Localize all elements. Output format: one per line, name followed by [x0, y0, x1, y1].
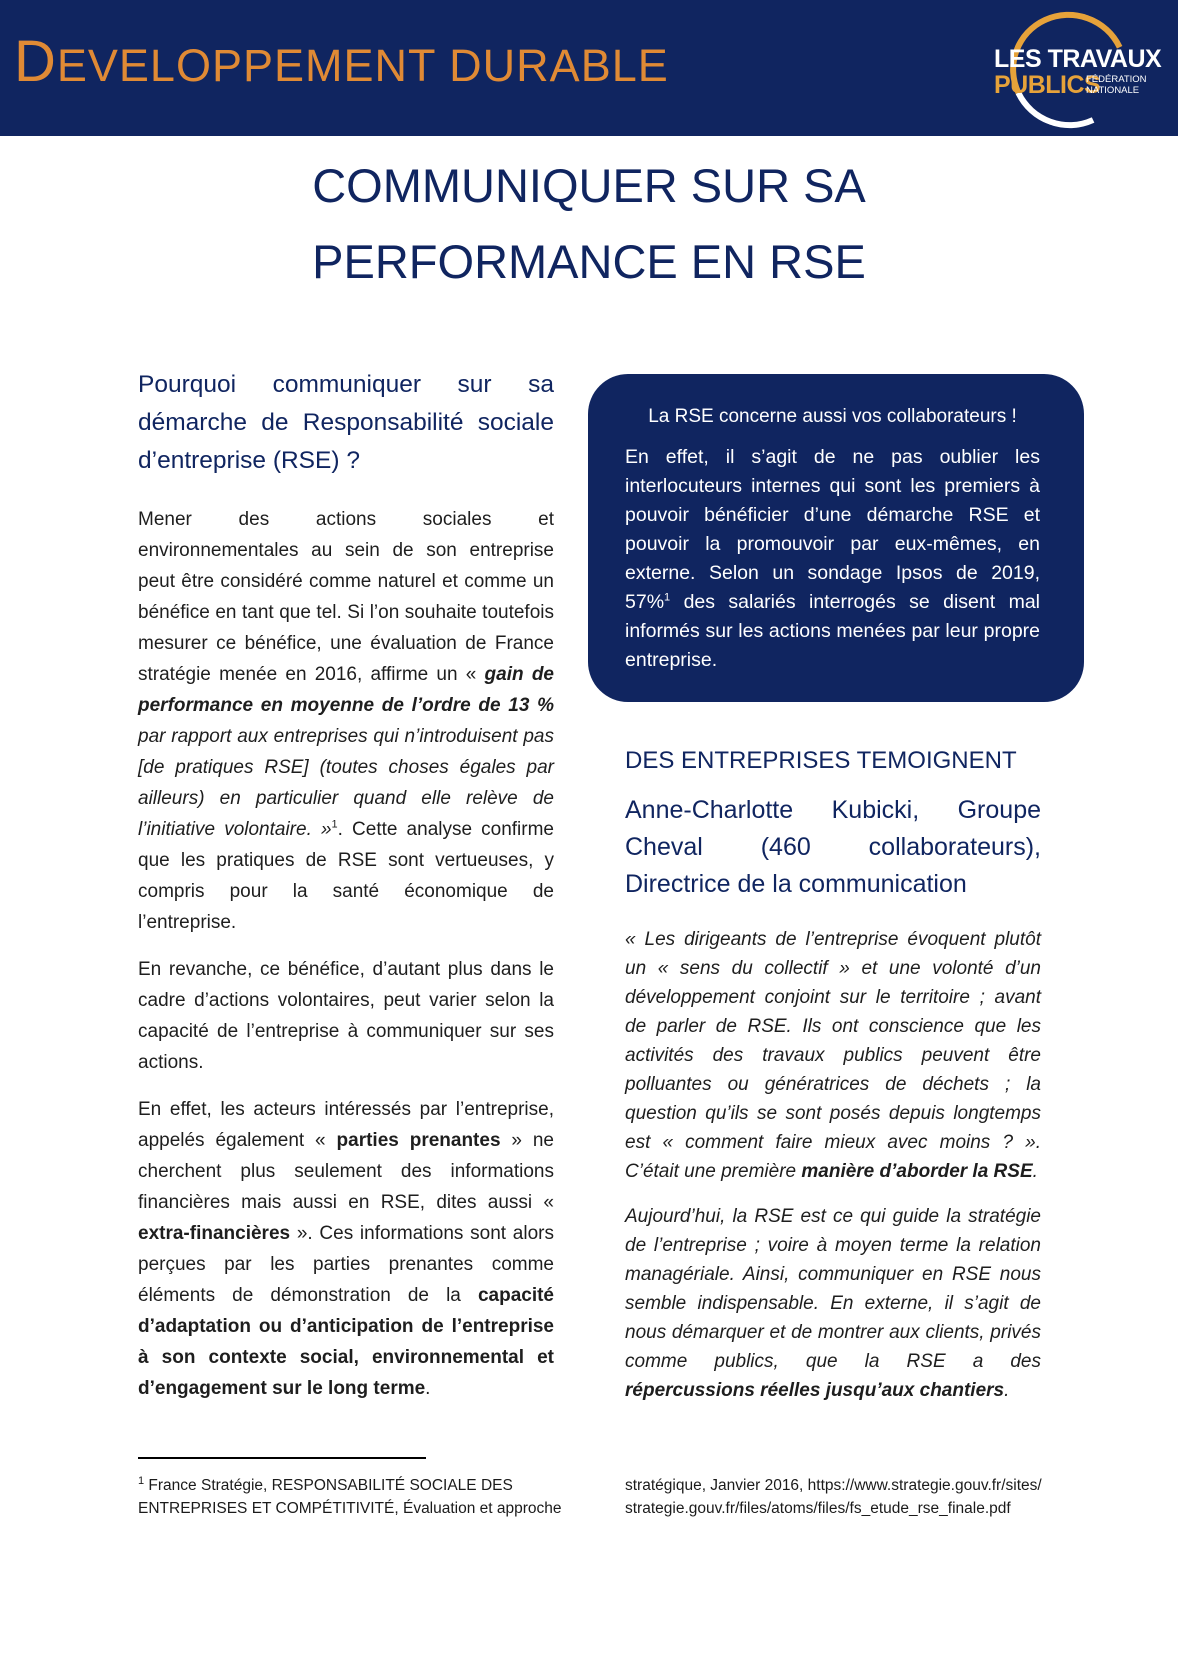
logo-text-line2: PUBLICS [994, 71, 1101, 99]
section-heading-why: Pourquoi communiquer sur sa démarche de Responsabilité sociale d’entreprise (RSE) ? [138, 371, 554, 474]
section-title: DEVELOPPEMENT DURABLE [14, 29, 669, 94]
callout-box [588, 374, 1084, 702]
page-title: COMMUNIQUER SUR SA PERFORMANCE EN RSE [312, 159, 866, 288]
callout-text: En effet, il s’agit de ne pas oublier les interlocuteurs internes qui sont les premiers à pouvoir bénéficier d’une démarche RSE et pouvoir la promouvoir par eux-mêmes, en externe. Selon un sondage Ipsos de 2019, 57%$^1$ des salariés interrogés se disent mal informés sur les actions menées par leur propre entreprise. [625, 446, 1040, 671]
testimony-quote-1: « Les dirigeants de l’entreprise évoquent plutôt un « sens du collectif » et une volonté d’un développement conjoint sur le territoire ; avant de parler de RSE. Ils ont conscience que les activités des travaux publics peuvent être polluantes ou génératrices de déchets ; la question qu’ils se sont posés depuis longtemps est « comment faire mieux avec moins ? ». C’était une première manière d’aborder la RSE. [625, 929, 1041, 1182]
right-column [625, 745, 1041, 1405]
logo-text-line1: LES TRAVAUX [994, 45, 1162, 73]
footnote-rule [138, 1457, 426, 1459]
left-column [138, 366, 554, 1404]
callout-title: La RSE concerne aussi vos collaborateurs ! [648, 406, 1017, 427]
ftp-logo [990, 8, 1162, 132]
header-banner [0, 0, 1178, 136]
paragraph-3: En effet, les acteurs intéressés par l’entreprise, appelés également « parties prenantes » ne cherchent plus seulement des informations financières mais aussi en RSE, dites aussi « extra-financières ». Ces informations sont alors perçues par les parties prenantes comme éléments de démonstration de la capacité d’adaptation ou d’anticipation de l’entreprise à son contexte social, environnemental et d’engagement sur le long terme. [138, 1099, 554, 1399]
paragraph-1: Mener des actions sociales et environnementales au sein de son entreprise peut être considéré comme naturel et comme un bénéfice en tant que tel. Si l’on souhaite toutefois mesurer ce bénéfice, une évaluation de France stratégie menée en 2016, affirme un « gain de performance en moyenne de l’ordre de 13 % par rapport aux entreprises qui n’introduisent pas [de pratiques RSE] (toutes choses égales par ailleurs) en particulier quand elle relève de l’initiative volontaire. »$^1$. Cette analyse confirme que les pratiques de RSE sont vertueuses, y compris pour la santé économique de l’entreprise. [138, 509, 555, 933]
testimony-quote-2: Aujourd’hui, la RSE est ce qui guide la stratégie de l’entreprise ; voire à moyen terme la relation managériale. Ainsi, communiquer en RSE nous semble indispensable. En externe, il s’agit de nous démarquer et de montrer aux clients, privés comme publics, que la RSE a des répercussions réelles jusqu’aux chantiers. [625, 1206, 1041, 1401]
logo-federation: FÉDÉRATION NATIONALE [1086, 74, 1147, 96]
testimony-author: Anne-Charlotte Kubicki, Groupe Cheval (460 collaborateurs), Directrice de la communication [625, 796, 1041, 898]
testimony-heading: DES ENTREPRISES TEMOIGNENT [625, 747, 1017, 774]
paragraph-2: En revanche, ce bénéfice, d’autant plus dans le cadre d’actions volontaires, peut varier selon la capacité de l’entreprise à communiquer sur ses actions. [138, 959, 554, 1073]
footnote-right: stratégique, Janvier 2016, https://www.strategie.gouv.fr/sites/strategie.gouv.fr/files/atoms/files/fs_etude_rse_finale.pdf [625, 1477, 1042, 1517]
footnote-left: $^1$ France Stratégie, RESPONSABILITÉ SOCIALE DES ENTREPRISES ET COMPÉTITIVITÉ, Évaluation et approche [138, 1474, 562, 1517]
